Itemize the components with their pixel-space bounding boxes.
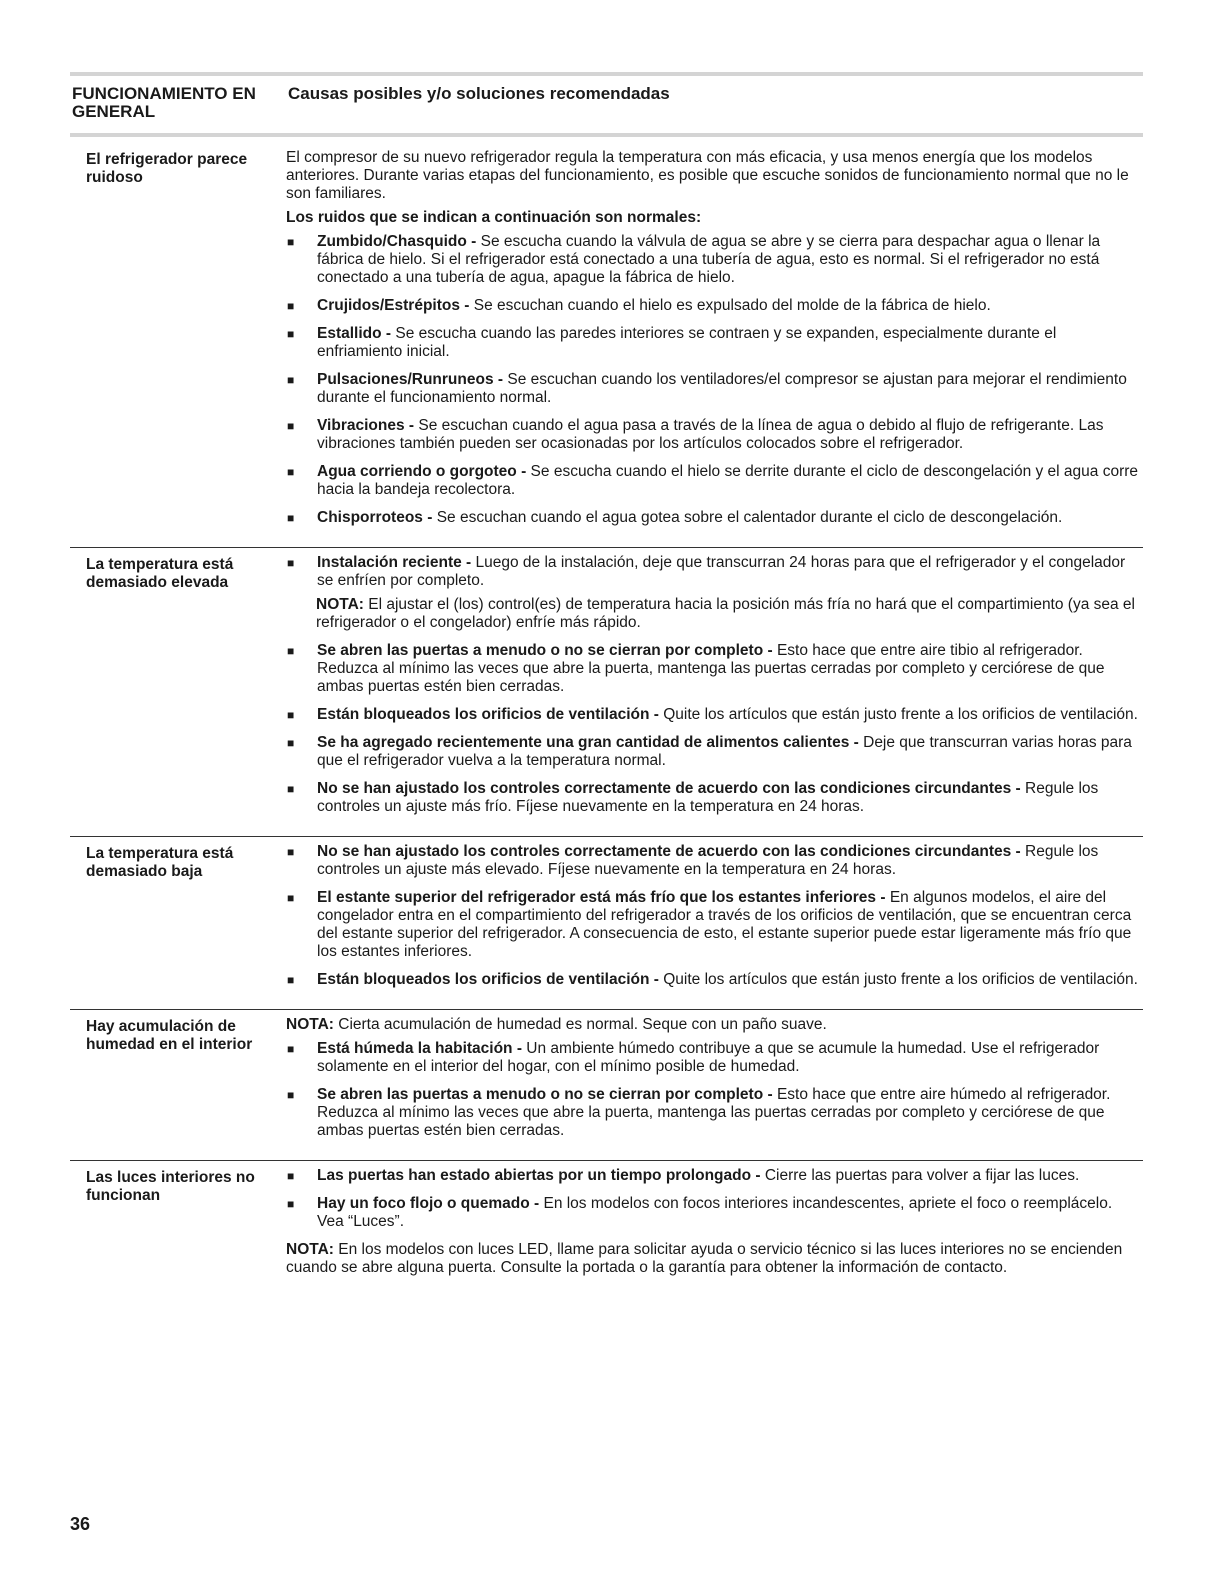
item-bold: Se abren las puertas a menudo o no se cierran por completo -: [317, 1086, 773, 1103]
item-bold: Agua corriendo o gorgoteo -: [317, 463, 527, 480]
list-item: [286, 734, 1143, 770]
troubleshooting-page: [70, 72, 1143, 1293]
row-content: [286, 843, 1143, 999]
row-title: El refrigerador parece ruidoso: [86, 151, 248, 186]
list-item: [286, 889, 1143, 961]
item-bold: Chisporroteos -: [317, 509, 433, 526]
note-text: [286, 1241, 1143, 1277]
item-text: Se escuchan cuando el agua pasa a través de la línea de agua o debido al flujo de refrigerante. Las vibraciones también pueden ser ocasionadas por los artículos colocados sobre el refrigerador.: [317, 417, 1104, 452]
row-title: La temperatura está demasiado elevada: [86, 556, 234, 591]
item-text: Un ambiente húmedo contribuye a que se acumule la humedad. Use el refrigerador solamente en el interior del hogar, con el mínimo posible de humedad.: [317, 1040, 1100, 1075]
note-body: En los modelos con luces LED, llame para solicitar ayuda o servicio técnico si las luces interiores no se encienden cuando se abre alguna puerta. Consulte la portada o la garantía para obtener la información de contacto.: [286, 1241, 1123, 1276]
item-bold: Están bloqueados los orificios de ventilación -: [317, 706, 659, 723]
item-bold: El estante superior del refrigerador está más frío que los estantes inferiores -: [317, 889, 886, 906]
item-text: Se escucha cuando la válvula de agua se abre y se cierra para despachar agua o llenar la fábrica de hielo. Si el refrigerador está conectado a una tubería de agua, esto es normal. Si el refrigerador no está conectado a una tubería de agua, apague la fábrica de hielo.: [317, 233, 1101, 286]
item-text: Cierre las puertas para volver a fijar las luces.: [760, 1167, 1080, 1184]
row-title: Las luces interiores no funcionan: [86, 1169, 255, 1204]
bullet-icon: ■: [287, 782, 295, 796]
note-body: Cierta acumulación de humedad es normal. Seque con un paño suave.: [333, 1016, 827, 1033]
item-text: Deje que transcurran varias horas para que el refrigerador vuelva a la temperatura normal.: [317, 734, 1132, 769]
bullet-icon: ■: [287, 511, 295, 525]
item-text: Se escuchan cuando el hielo es expulsado del molde de la fábrica de hielo.: [469, 297, 991, 314]
item-bold: Zumbido/Chasquido -: [317, 233, 477, 250]
list-item: [286, 371, 1143, 407]
row-content: [286, 554, 1143, 826]
bullet-icon: ■: [287, 845, 295, 859]
list-item: [286, 1167, 1143, 1185]
bullet-icon: ■: [287, 235, 295, 249]
list-item: [286, 297, 1143, 315]
bullet-icon: ■: [287, 1042, 295, 1056]
item-text: Quite los artículos que están justo frente a los orificios de ventilación.: [658, 971, 1138, 988]
item-text: Se escucha cuando las paredes interiores se contraen y se expanden, especialmente durante el enfriamiento inicial.: [317, 325, 1057, 360]
bullet-icon: ■: [287, 327, 295, 341]
bullet-icon: ■: [287, 1169, 295, 1183]
subheading: Los ruidos que se indican a continuación son normales:: [286, 209, 702, 226]
note-text: [316, 596, 1143, 632]
list-item: [286, 971, 1143, 989]
item-text: En los modelos con focos interiores incandescentes, apriete el foco o reemplácelo. Vea “Luces”.: [317, 1195, 1113, 1230]
item-text: Quite los artículos que están justo frente a los orificios de ventilación.: [658, 706, 1138, 723]
list-item: [286, 1040, 1143, 1076]
row-content: [286, 1016, 1143, 1150]
bullet-icon: ■: [287, 299, 295, 313]
item-bold: Hay un foco flojo o quemado -: [317, 1195, 540, 1212]
list-item: [286, 417, 1143, 453]
row-content: [286, 1167, 1143, 1283]
item-bold: No se han ajustado los controles correctamente de acuerdo con las condiciones circundantes -: [317, 843, 1021, 860]
item-bold: Crujidos/Estrépitos -: [317, 297, 470, 314]
item-text: Regule los controles un ajuste más elevado. Fíjese nuevamente en la temperatura en 24 horas.: [317, 843, 1099, 878]
bullet-icon: ■: [287, 465, 295, 479]
list-item: [286, 1195, 1143, 1231]
page-number: 36: [70, 1514, 91, 1534]
item-bold: Se ha agregado recientemente una gran cantidad de alimentos calientes -: [317, 734, 859, 751]
table-row: [70, 143, 1143, 548]
list-item: [286, 463, 1143, 499]
bullet-icon: ■: [287, 419, 295, 433]
item-bold: Pulsaciones/Runruneos -: [317, 371, 504, 388]
table-header: [70, 72, 1143, 137]
list-item: [286, 554, 1143, 590]
bullet-icon: ■: [287, 1088, 295, 1102]
note-label: NOTA:: [286, 1016, 334, 1033]
item-bold: Estallido -: [317, 325, 392, 342]
table-row: [70, 1010, 1143, 1161]
note-label: NOTA:: [286, 1241, 334, 1258]
list-item: [286, 642, 1143, 696]
list-item: [286, 843, 1143, 879]
table-row: [70, 1161, 1143, 1293]
item-text: En algunos modelos, el aire del congelador entra en el compartimiento del refrigerador a través de los orificios de ventilación, que se encuentran cerca del estante superior del refrigerador. A consecuencia de esto, el estante superior puede estar ligeramente más frío que los estantes inferiores.: [317, 889, 1132, 960]
item-text: Se escuchan cuando los ventiladores/el compresor se ajustan para mejorar el rendimiento durante el funcionamiento normal.: [317, 371, 1127, 406]
item-bold: Vibraciones -: [317, 417, 415, 434]
list-item: [286, 780, 1143, 816]
bullet-icon: ■: [287, 556, 295, 570]
bullet-icon: ■: [287, 736, 295, 750]
item-bold: Se abren las puertas a menudo o no se cierran por completo -: [317, 642, 773, 659]
bullet-icon: ■: [287, 644, 295, 658]
note-body: El ajustar el (los) control(es) de temperatura hacia la posición más fría no hará que el compartimiento (ya sea el refrigerador o el congelador) enfríe más rápido.: [316, 596, 1135, 631]
bullet-icon: ■: [287, 891, 295, 905]
item-bold: Las puertas han estado abiertas por un tiempo prolongado -: [317, 1167, 761, 1184]
item-text: Esto hace que entre aire húmedo al refrigerador. Reduzca al mínimo las veces que abre la puerta, mantenga las puertas cerradas por completo y cerciórese de que ambas puertas estén bien cerradas.: [317, 1086, 1111, 1139]
item-text: Luego de la instalación, deje que transcurran 24 horas para que el refrigerador y el congelador se enfríen por completo.: [317, 554, 1126, 589]
intro-text: El compresor de su nuevo refrigerador regula la temperatura con más eficacia, y usa menos energía que los modelos anteriores. Durante varias etapas del funcionamiento, es posible que escuche sonidos de funcionamiento normal que no le son familiares.: [286, 149, 1129, 202]
bullet-icon: ■: [287, 708, 295, 722]
note-label: NOTA:: [316, 596, 364, 613]
item-bold: No se han ajustado los controles correctamente de acuerdo con las condiciones circundantes -: [317, 780, 1021, 797]
list-item: [286, 509, 1143, 527]
list-item: [286, 1086, 1143, 1140]
header-left: FUNCIONAMIENTO EN GENERAL: [72, 84, 256, 121]
table-row: [70, 548, 1143, 837]
item-text: Regule los controles un ajuste más frío. Fíjese nuevamente en la temperatura en 24 horas.: [317, 780, 1099, 815]
item-bold: Instalación reciente -: [317, 554, 472, 571]
list-item: [286, 706, 1143, 724]
bullet-icon: ■: [287, 973, 295, 987]
item-text: Se escuchan cuando el agua gotea sobre el calentador durante el ciclo de descongelación.: [432, 509, 1063, 526]
table-row: [70, 837, 1143, 1010]
item-text: Esto hace que entre aire tibio al refrigerador. Reduzca al mínimo las veces que abre la puerta, mantenga las puertas cerradas por completo y cerciórese de que ambas puertas estén bien cerradas.: [317, 642, 1105, 695]
row-title: La temperatura está demasiado baja: [86, 845, 234, 880]
list-item: [286, 325, 1143, 361]
header-right: Causas posibles y/o soluciones recomendadas: [288, 84, 670, 103]
bullet-icon: ■: [287, 1197, 295, 1211]
item-bold: Están bloqueados los orificios de ventilación -: [317, 971, 659, 988]
row-content: [286, 149, 1143, 537]
row-title: Hay acumulación de humedad en el interior: [86, 1018, 253, 1053]
item-bold: Está húmeda la habitación -: [317, 1040, 522, 1057]
list-item: [286, 233, 1143, 287]
note-text: [286, 1016, 1143, 1034]
bullet-icon: ■: [287, 373, 295, 387]
item-text: Se escucha cuando el hielo se derrite durante el ciclo de descongelación y el agua corre hacia la bandeja recolectora.: [317, 463, 1139, 498]
